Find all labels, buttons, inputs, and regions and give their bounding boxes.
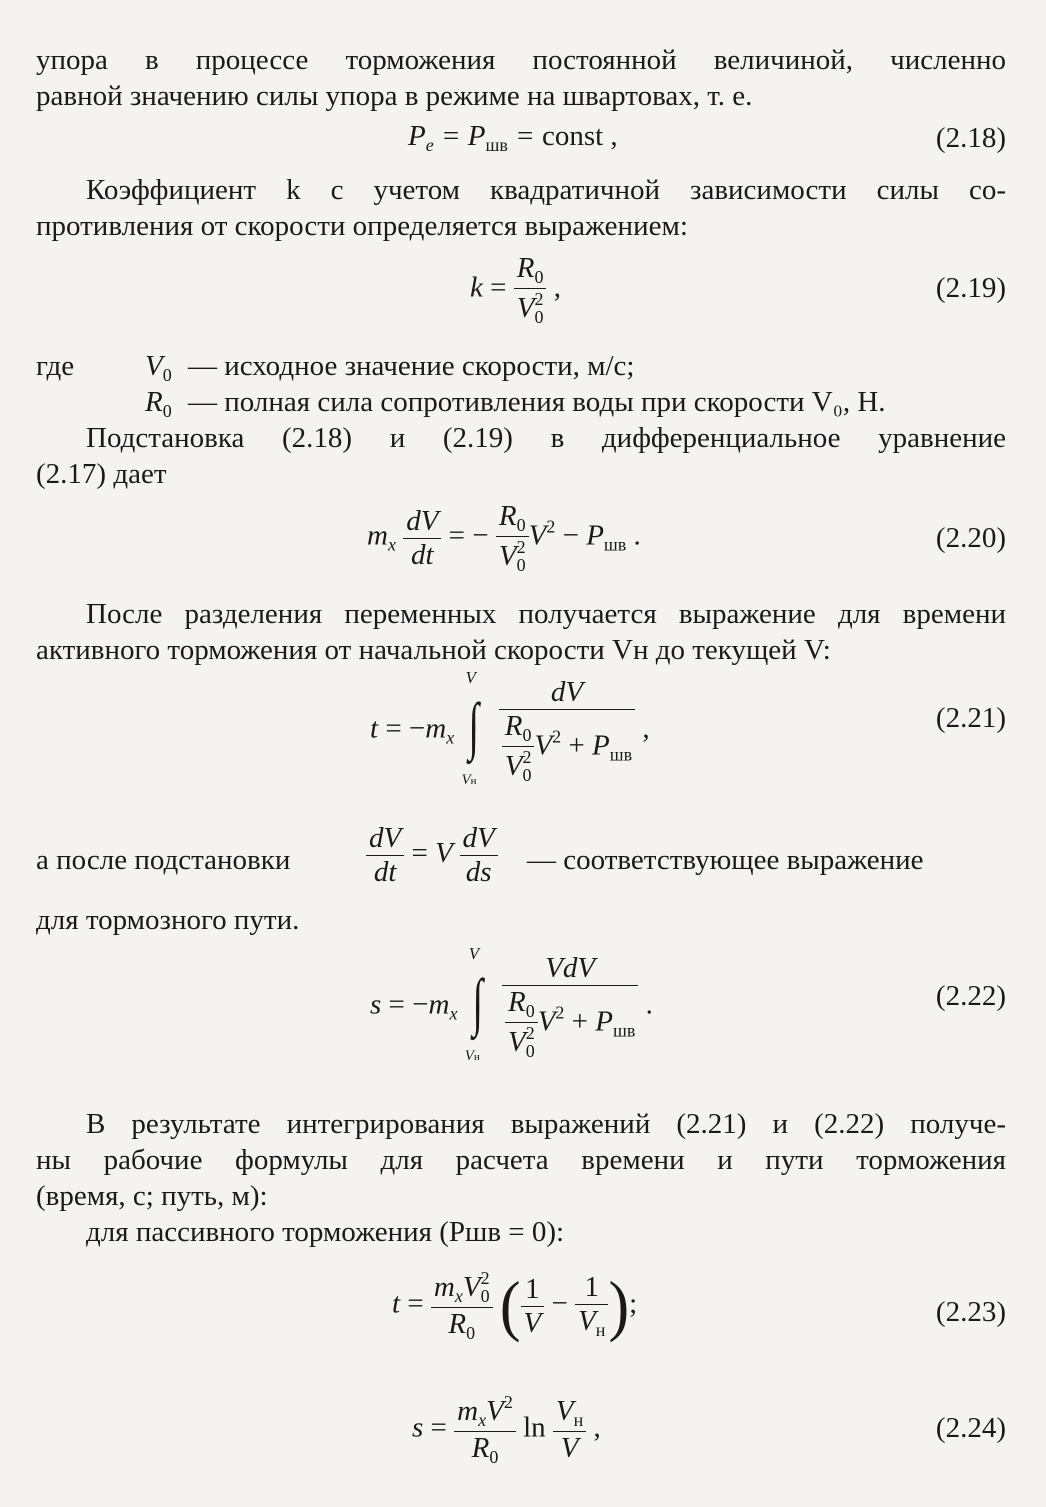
formula-substitution: $\frac{dV}{dt}$ = V $\frac{dV}{ds}$ (366, 822, 498, 889)
formula-2-18: $P_e = P_{шв}$ = const , (408, 120, 618, 155)
paragraph-text: — соответствующее выражение (527, 844, 924, 876)
equation-number: (2.19) (935, 272, 1006, 304)
paragraph-line: В результате интегрирования выражений (2.21) и (2.22) получе- (86, 1108, 1006, 1140)
paragraph-line: упора в процессе торможения постоянной величиной, численно (36, 44, 1006, 76)
formula-2-19: k = $\frac{R_0}{V_0^2}$ , (470, 252, 561, 327)
paragraph-line: равной значению силы упора в режиме на швартовах, т. е. (36, 80, 753, 112)
integral-sign: ∫ V Vн (461, 668, 480, 788)
equation-number: (2.24) (935, 1412, 1006, 1444)
where-label: где (36, 350, 75, 382)
paragraph-line: противления от скорости определяется выражением: (36, 210, 688, 242)
paragraph-line: Подстановка (2.18) и (2.19) в дифференциальное уравнение (86, 422, 1006, 454)
formula-2-23: t = $\frac{m_xV_0^2}{R_0}$ ( $\frac{1}{V}$ − $\frac{1}{V_н}$ ); (392, 1268, 638, 1343)
formula-2-20: $m_x$ $\frac{dV}{dt}$ = − $\frac{R_0}{V_0^2}$ $V^2 - P_{шв}$ . (367, 500, 641, 575)
equation-number: (2.20) (935, 522, 1006, 554)
paragraph-line: (2.17) дает (36, 458, 167, 490)
paragraph-line: для пассивного торможения (Pшв = 0): (86, 1216, 565, 1248)
paragraph-line: (время, с; путь, м): (36, 1180, 268, 1212)
equation-number: (2.22) (935, 980, 1006, 1012)
formula-2-22: $s = -m_x$ ∫ V Vн VdV $\frac{R_0}{V_0^2}$ $V^2 + P_{шв}$ . (370, 944, 653, 1064)
where-v0-symbol: $V_0$ (145, 350, 172, 385)
paragraph-line: для тормозного пути. (36, 904, 300, 936)
paragraph-line: активного торможения от начальной скорости Vн до текущей V: (36, 634, 831, 666)
paragraph-text: а после подстановки (36, 844, 291, 876)
equation-number: (2.21) (935, 702, 1006, 734)
paragraph-line: Коэффициент k с учетом квадратичной зависимости силы со- (86, 174, 1006, 206)
equation-number: (2.18) (935, 122, 1006, 154)
paragraph-line: После разделения переменных получается выражение для времени (86, 598, 1006, 630)
where-v0-text: — исходное значение скорости, м/с; (188, 350, 635, 382)
equation-number: (2.23) (935, 1296, 1006, 1328)
where-r0-symbol: $R_0$ (145, 386, 172, 421)
formula-2-21: $t = -m_x$ ∫ V Vн dV $\frac{R_0}{V_0^2}$ $V^2 + P_{шв}$ , (370, 668, 650, 788)
formula-2-24: s = $\frac{m_xV^2}{R_0}$ ln $\frac{V_н}{V}$ , (412, 1392, 601, 1467)
integral-sign: ∫ V Vн (464, 944, 483, 1064)
where-r0-text: — полная сила сопротивления воды при скорости V₀, Н. (188, 386, 886, 418)
paragraph-line: ны рабочие формулы для расчета времени и пути торможения (36, 1144, 1006, 1176)
